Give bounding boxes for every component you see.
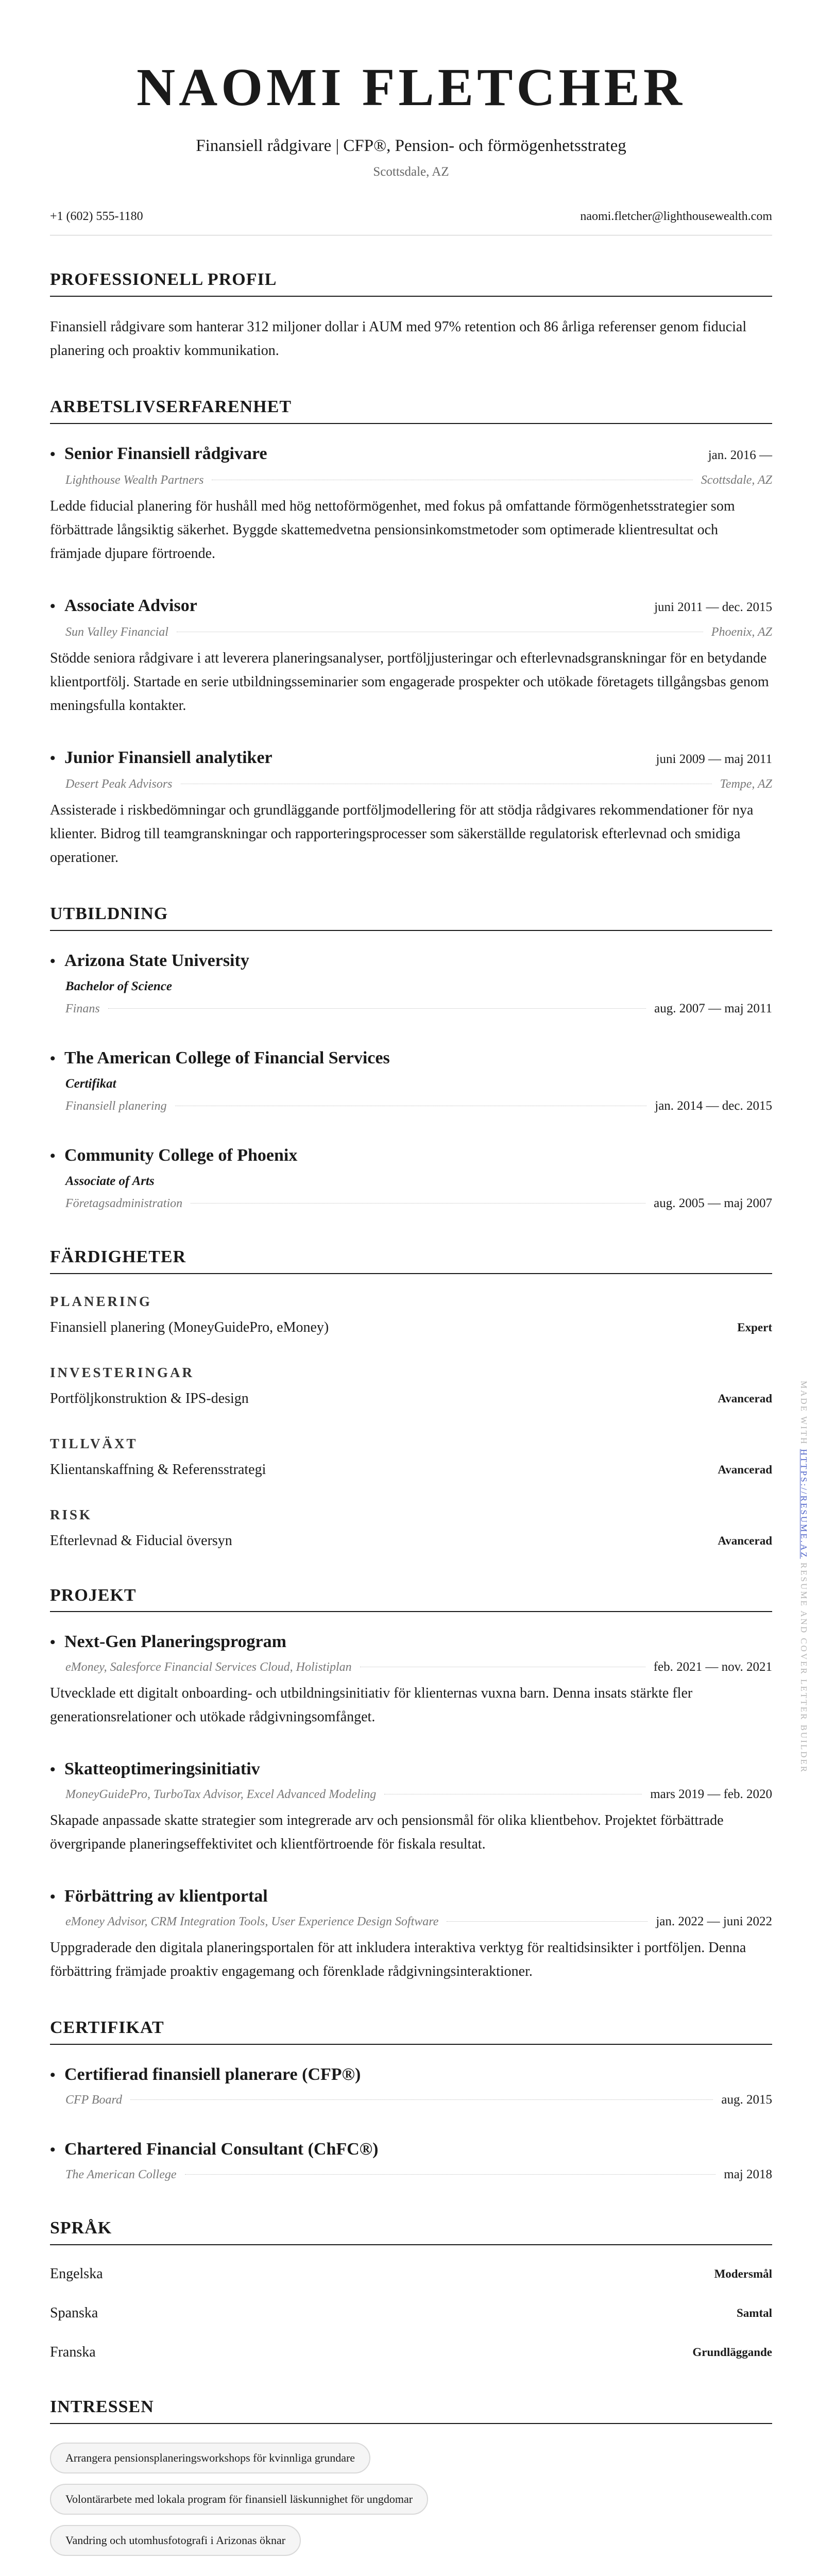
- project-name: Skatteoptimeringsinitiativ: [64, 1759, 260, 1779]
- watermark-prefix: MADE WITH: [799, 1381, 809, 1446]
- job-dates: jan. 2016 —: [708, 448, 772, 462]
- skill-name: Efterlevnad & Fiducial översyn: [50, 1532, 232, 1549]
- language-level: Samtal: [737, 2306, 772, 2319]
- projects-section: [50, 1585, 772, 1984]
- bullet-icon: •: [50, 952, 56, 970]
- bullet-icon: •: [50, 2141, 56, 2159]
- education-entry: [50, 1047, 772, 1115]
- education-section: [50, 904, 772, 1213]
- section-title: SPRÅK: [50, 2218, 772, 2245]
- education-dates: aug. 2007 — maj 2011: [654, 1001, 772, 1015]
- employer-name: Lighthouse Wealth Partners: [65, 473, 204, 487]
- field-of-study: Finans: [65, 1002, 100, 1015]
- certificate-name: Certifierad finansiell planerare (CFP®): [64, 2065, 361, 2084]
- skill-level: Avancerad: [718, 1392, 772, 1405]
- skill-level: Avancerad: [718, 1534, 772, 1547]
- project-name: Förbättring av klientportal: [64, 1887, 268, 1906]
- watermark-suffix: RESUME AND COVER LETTER BUILDER: [799, 1562, 809, 1774]
- skill-category: TILLVÄXT: [50, 1435, 138, 1451]
- dotted-leader: [185, 2174, 716, 2175]
- section-title: INTRESSEN: [50, 2397, 772, 2424]
- project-name: Next-Gen Planeringsprogram: [64, 1632, 286, 1652]
- certificate-issuer: The American College: [65, 2168, 177, 2182]
- job-description: Assisterade i riskbedömningar och grundläggande portföljmodellering för att stödja rådgivares rekommendationer för nya klienter. Bidrog till teamgranskningar och rapporteringsprocesser som säkerställde regulatorisk efterlevnad och smidiga operationer.: [50, 802, 754, 866]
- job-description: Stödde seniora rådgivare i att leverera planeringsanalyser, portföljjusteringar och efterlevnadsgranskningar för en betydande klientportfölj. Startade en serie utbildningsseminarier som engagerade prospekter och utökade företagets tillgångsbas genom meningsfulla kontakter.: [50, 650, 769, 714]
- resume-header: [50, 58, 772, 235]
- language-name: Franska: [50, 2344, 96, 2360]
- dotted-leader: [191, 1203, 645, 1204]
- section-title: UTBILDNING: [50, 904, 772, 931]
- section-title: FÄRDIGHETER: [50, 1247, 772, 1274]
- language-name: Spanska: [50, 2304, 98, 2321]
- degree-name: Associate of Arts: [65, 1174, 155, 1188]
- interest-tag: Vandring och utomhusfotografi i Arizonas öknar: [50, 2525, 301, 2556]
- contact-row: [50, 209, 772, 236]
- bullet-icon: •: [50, 2066, 56, 2084]
- project-tools: MoneyGuidePro, TurboTax Advisor, Excel Advanced Modeling: [65, 1788, 377, 1802]
- skill-group: [50, 1506, 772, 1551]
- builder-watermark: [798, 1381, 809, 1774]
- profile-section: [50, 269, 772, 363]
- bullet-icon: •: [50, 1888, 56, 1906]
- skill-group: [50, 1435, 772, 1480]
- dotted-leader: [130, 2099, 713, 2100]
- school-name: Community College of Phoenix: [64, 1145, 298, 1165]
- school-name: Arizona State University: [64, 951, 249, 970]
- job-dates: juni 2011 — dec. 2015: [654, 600, 772, 614]
- language-row: [50, 2303, 772, 2324]
- bullet-icon: •: [50, 1147, 56, 1164]
- job-dates: juni 2009 — maj 2011: [656, 752, 772, 766]
- project-dates: feb. 2021 — nov. 2021: [653, 1660, 772, 1674]
- bullet-icon: •: [50, 1634, 56, 1651]
- language-level: Modersmål: [714, 2267, 772, 2280]
- profile-summary: Finansiell rådgivare som hanterar 312 miljoner dollar i AUM med 97% retention och 86 årliga referenser genom fiducial planering och proaktiv kommunikation.: [50, 319, 747, 359]
- skill-category: RISK: [50, 1506, 93, 1522]
- dotted-leader: [108, 1008, 646, 1009]
- degree-name: Bachelor of Science: [65, 979, 172, 993]
- project-entry: [50, 1631, 772, 1729]
- dotted-leader: [447, 1921, 647, 1922]
- skill-group: [50, 1293, 772, 1338]
- education-entry: [50, 1144, 772, 1213]
- job-description: Ledde fiducial planering för hushåll med hög nettoförmögenhet, med fokus på omfattande förmögenhetsstrategier som förbättrade långsiktig säkerhet. Byggde skattemedvetna pensionsinkomstmetoder som optimerade klientresultat och främjade djupare förtroende.: [50, 498, 735, 562]
- phone-number: +1 (602) 555-1180: [50, 209, 143, 223]
- job-title: Junior Finansiell analytiker: [64, 748, 272, 767]
- project-dates: mars 2019 — feb. 2020: [650, 1787, 772, 1802]
- education-entry: [50, 950, 772, 1018]
- language-name: Engelska: [50, 2265, 103, 2282]
- interests-section: [50, 2397, 772, 2566]
- certificate-entry: [50, 2063, 772, 2109]
- professional-tagline: Finansiell rådgivare | CFP®, Pension- och förmögenhetsstrateg: [196, 137, 626, 155]
- job-location: Scottsdale, AZ: [701, 473, 772, 487]
- candidate-location: Scottsdale, AZ: [373, 164, 449, 179]
- field-of-study: Finansiell planering: [65, 1099, 167, 1113]
- certificate-name: Chartered Financial Consultant (ChFC®): [64, 2140, 379, 2159]
- experience-entry: [50, 595, 772, 718]
- candidate-name: NAOMI FLETCHER: [137, 58, 686, 117]
- project-description: Skapade anpassade skatte strategier som integrerade arv och pensionsmål för olika klientbehov. Projektet förbättrade övergripande planeringseffektivitet och klientförtroende för fiskala resultat.: [50, 1812, 724, 1853]
- degree-name: Certifikat: [65, 1076, 116, 1091]
- project-description: Utvecklade ett digitalt onboarding- och utbildningsinitiativ för klienternas vuxna barn. Denna insats stärkte fler generationsrelationer och utökade rådgivningsomfånget.: [50, 1685, 693, 1725]
- job-location: Tempe, AZ: [720, 777, 772, 791]
- bullet-icon: •: [50, 749, 56, 767]
- employer-name: Desert Peak Advisors: [65, 777, 173, 791]
- skill-level: Expert: [737, 1320, 772, 1334]
- skill-name: Klientanskaffning & Referensstrategi: [50, 1461, 266, 1478]
- languages-section: [50, 2218, 772, 2363]
- skills-section: [50, 1247, 772, 1551]
- project-entry: [50, 1758, 772, 1856]
- skill-category: PLANERING: [50, 1293, 152, 1309]
- certificate-issuer: CFP Board: [65, 2093, 123, 2107]
- section-title: ARBETSLIVSERFARENHET: [50, 397, 772, 424]
- skill-level: Avancerad: [718, 1463, 772, 1476]
- experience-entry: [50, 747, 772, 870]
- certificate-entry: [50, 2138, 772, 2184]
- language-level: Grundläggande: [692, 2345, 772, 2359]
- interest-list: [50, 2443, 772, 2566]
- project-entry: [50, 1885, 772, 1984]
- skill-group: [50, 1364, 772, 1409]
- project-dates: jan. 2022 — juni 2022: [656, 1914, 772, 1929]
- skill-name: Portföljkonstruktion & IPS-design: [50, 1390, 249, 1406]
- bullet-icon: •: [50, 1761, 56, 1778]
- certificates-section: [50, 2018, 772, 2184]
- school-name: The American College of Financial Services: [64, 1048, 390, 1067]
- section-title: PROFESSIONELL PROFIL: [50, 269, 772, 297]
- job-title: Associate Advisor: [64, 596, 197, 615]
- builder-link[interactable]: HTTPS://RESUME.AZ: [799, 1449, 809, 1559]
- resume-page: [50, 58, 772, 2576]
- skill-name: Finansiell planering (MoneyGuidePro, eMoney): [50, 1319, 329, 1335]
- language-row: [50, 2342, 772, 2363]
- interest-tag: Volontärarbete med lokala program för finansiell läskunnighet för ungdomar: [50, 2484, 428, 2515]
- job-title: Senior Finansiell rådgivare: [64, 444, 267, 463]
- section-title: PROJEKT: [50, 1585, 772, 1613]
- bullet-icon: •: [50, 1049, 56, 1067]
- project-description: Uppgraderade den digitala planeringsportalen för att inkludera interaktiva verktyg för realtidsinsikter i portföljen. Denna förbättring främjade proaktiv engagemang och förenklade rådgivningsinteraktioner.: [50, 1940, 746, 1980]
- field-of-study: Företagsadministration: [65, 1196, 183, 1210]
- bullet-icon: •: [50, 445, 56, 463]
- section-title: CERTIFIKAT: [50, 2018, 772, 2045]
- certificate-date: aug. 2015: [721, 2093, 772, 2107]
- education-dates: aug. 2005 — maj 2007: [654, 1196, 772, 1210]
- experience-entry: [50, 443, 772, 566]
- language-row: [50, 2264, 772, 2284]
- certificate-date: maj 2018: [724, 2167, 772, 2182]
- employer-name: Sun Valley Financial: [65, 625, 168, 639]
- experience-section: [50, 397, 772, 870]
- interest-tag: Arrangera pensionsplaneringsworkshops för kvinnliga grundare: [50, 2443, 370, 2473]
- project-tools: eMoney Advisor, CRM Integration Tools, User Experience Design Software: [65, 1915, 439, 1929]
- bullet-icon: •: [50, 597, 56, 615]
- skill-category: INVESTERINGAR: [50, 1364, 195, 1380]
- job-location: Phoenix, AZ: [711, 625, 772, 639]
- education-dates: jan. 2014 — dec. 2015: [655, 1098, 772, 1113]
- email-address: naomi.fletcher@lighthousewealth.com: [580, 209, 772, 223]
- project-tools: eMoney, Salesforce Financial Services Cloud, Holistiplan: [65, 1660, 352, 1674]
